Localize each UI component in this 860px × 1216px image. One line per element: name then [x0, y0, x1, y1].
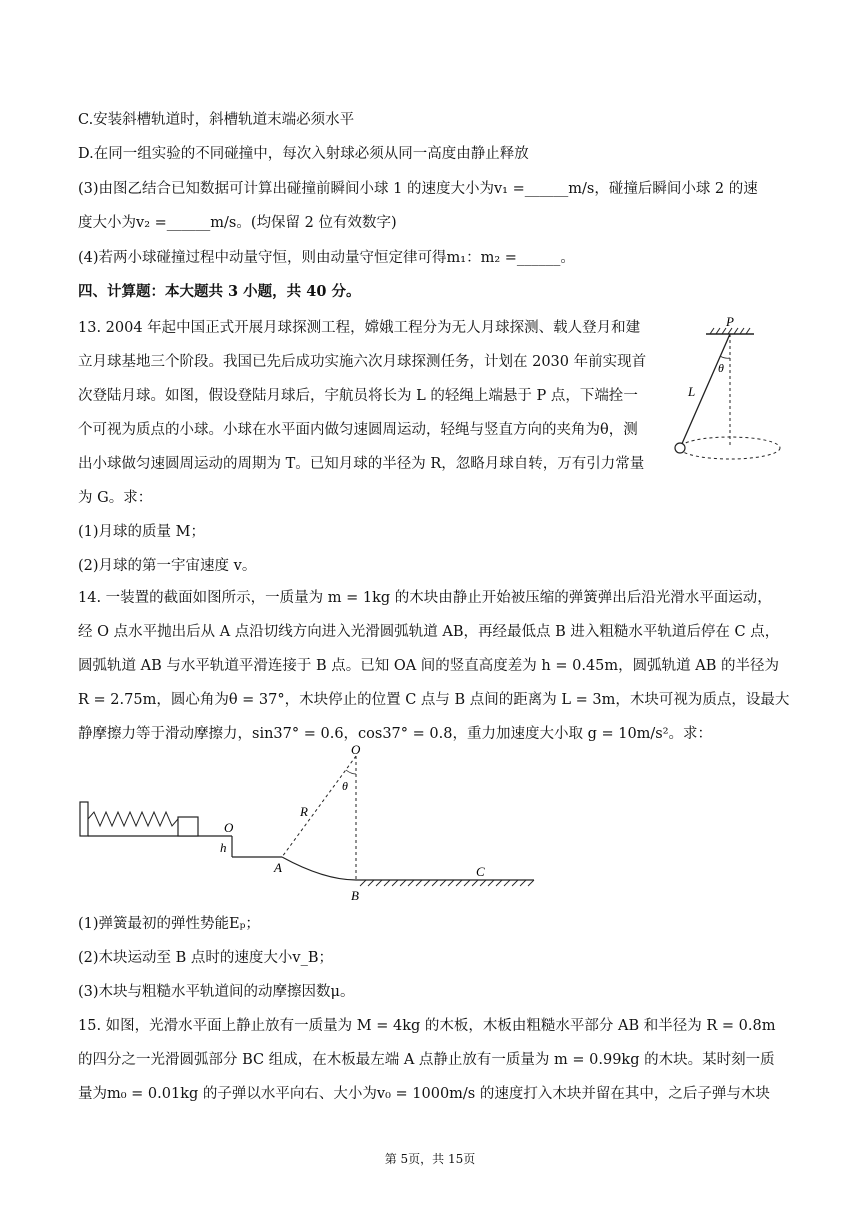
- label-h: h: [220, 840, 227, 855]
- section-title: 四、计算题：本大题共 3 小题，共 40 分。: [78, 283, 361, 300]
- label-o: O: [224, 820, 234, 835]
- q14-sub3: (3)木块与粗糙水平轨道间的动摩擦因数μ。: [78, 984, 355, 1000]
- q13-line: 次登陆月球。如图，假设登陆月球后，宇航员将长为 L 的轻绳上端悬于 P 点，下端拴一: [78, 388, 638, 404]
- q14-line: 圆弧轨道 AB 与水平轨道平滑连接于 B 点。已知 OA 间的竖直高度差为 h = 0.45m，圆弧轨道 AB 的半径为: [78, 658, 779, 674]
- q13-line: 出小球做匀速圆周运动的周期为 T。已知月球的半径为 R，忽略月球自转，万有引力常量: [78, 456, 645, 472]
- q14-line: 静摩擦力等于滑动摩擦力，sin37° = 0.6，cos37° = 0.8，重力加速度大小取 g = 10m/s²。求：: [78, 726, 713, 742]
- label-r: R: [300, 804, 308, 819]
- conical-pendulum-figure: [668, 312, 786, 468]
- q14-sub2: (2)木块运动至 B 点时的速度大小v_B；: [78, 950, 334, 966]
- label-b: B: [351, 888, 359, 903]
- q13-line: 为 G。求：: [78, 490, 153, 506]
- q13-line: 个可视为质点的小球。小球在水平面内做匀速圆周运动，轻绳与竖直方向的夹角为θ，测: [78, 422, 638, 438]
- q12-part3-line1: (3)由图乙结合已知数据可计算出碰撞前瞬间小球 1 的速度大小为v₁ =______m/s，碰撞后瞬间小球 2 的速: [78, 181, 758, 197]
- label-p: P: [726, 314, 734, 329]
- q13-line: 立月球基地三个阶段。我国已先后成功实施六次月球探测任务，计划在 2030 年前实现首: [78, 354, 647, 370]
- q12-part4: (4)若两小球碰撞过程中动量守恒，则由动量守恒定律可得m₁：m₂ =______。: [78, 250, 575, 266]
- q14-line: 经 O 点水平抛出后从 A 点沿切线方向进入光滑圆弧轨道 AB，再经最低点 B 进入粗糙水平轨道后停在 C 点，: [78, 624, 780, 640]
- q14-line: 14. 一装置的截面如图所示，一质量为 m = 1kg 的木块由静止开始被压缩的弹簧弹出后沿光滑水平面运动，: [78, 590, 772, 606]
- label-theta: θ: [718, 361, 724, 375]
- q14-line: R = 2.75m，圆心角为θ = 37°，木块停止的位置 C 点与 B 点间的距离为 L = 3m，木块可视为质点，设最大: [78, 692, 790, 708]
- option-d: D.在同一组实验的不同碰撞中，每次入射球必须从同一高度由静止释放: [78, 146, 529, 162]
- spring-track-figure: [74, 744, 544, 904]
- option-c: C.安装斜槽轨道时，斜槽轨道末端必须水平: [78, 112, 355, 128]
- q13-sub2: (2)月球的第一宇宙速度 v。: [78, 558, 257, 574]
- label-o-center: O: [351, 744, 361, 757]
- label-l: L: [688, 384, 696, 399]
- q15-line: 量为m₀ = 0.01kg 的子弹以水平向右、大小为v₀ = 1000m/s 的速度打入木块并留在其中，之后子弹与木块: [78, 1086, 770, 1102]
- q12-part3-line2: 度大小为v₂ =______m/s。(均保留 2 位有效数字): [78, 215, 397, 231]
- label-theta: θ: [342, 779, 348, 793]
- q15-line: 15. 如图，光滑水平面上静止放有一质量为 M = 4kg 的木板，木板由粗糙水平部分 AB 和半径为 R = 0.8m: [78, 1018, 776, 1034]
- label-a: A: [274, 860, 282, 875]
- q14-sub1: (1)弹簧最初的弹性势能Eₚ；: [78, 916, 260, 932]
- label-c: C: [476, 864, 485, 879]
- q13-sub1: (1)月球的质量 M；: [78, 524, 205, 540]
- q15-line: 的四分之一光滑圆弧部分 BC 组成，在木板最左端 A 点静止放有一质量为 m = 0.99kg 的木块。某时刻一质: [78, 1052, 775, 1068]
- page-footer: 第 5页，共 15页: [384, 1152, 476, 1166]
- q13-line: 13. 2004 年起中国正式开展月球探测工程，嫦娥工程分为无人月球探测、载人登月和建: [78, 320, 641, 336]
